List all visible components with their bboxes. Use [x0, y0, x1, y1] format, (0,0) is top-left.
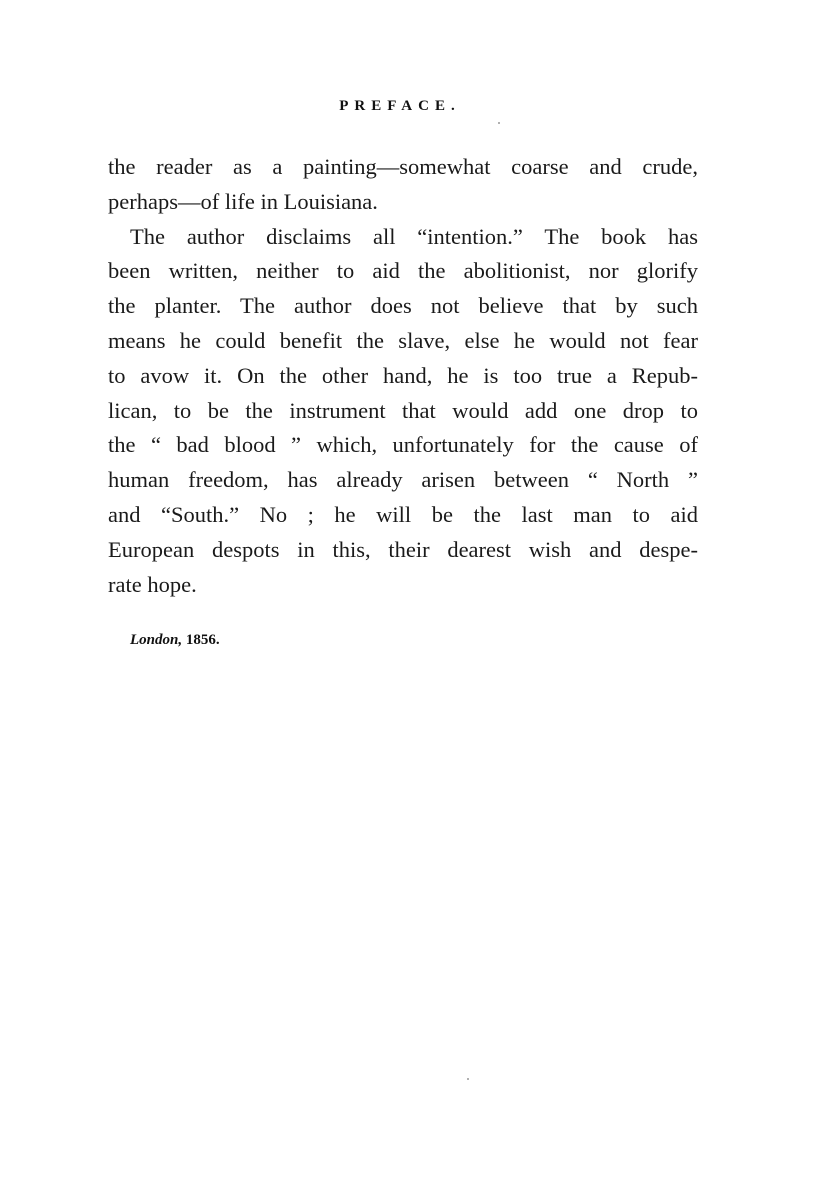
- text-line: means he could benefit the slave, else he would not fear: [108, 327, 698, 353]
- text-line: rate hope.: [108, 571, 197, 597]
- text-line: to avow it. On the other hand, he is too true a Repub-: [108, 362, 698, 388]
- paper-speck: [467, 1078, 469, 1080]
- text-line: the planter. The author does not believe that by such: [108, 293, 698, 319]
- text-line: European despots in this, their dearest wish and despe-: [108, 536, 698, 562]
- text-line: the reader as a painting—somewhat coarse and crude,: [108, 154, 698, 179]
- text-line: lican, to be the instrument that would add one drop to: [108, 397, 698, 423]
- text-line: been written, neither to aid the abolitionist, nor glorify: [108, 258, 698, 284]
- running-title: PREFACE.: [339, 98, 461, 114]
- text-line: the “ bad blood ” which, unfortunately for the cause of: [108, 432, 698, 458]
- paper-speck: [498, 122, 500, 124]
- text-line: The author disclaims all “intention.” The book has: [130, 223, 698, 249]
- signoff: [130, 632, 220, 649]
- signoff-place: London,: [130, 632, 183, 648]
- text-line: and “South.” No ; he will be the last man to aid: [108, 501, 698, 527]
- preface-text: [108, 150, 698, 602]
- text-line: human freedom, has already arisen between “ North ”: [108, 467, 698, 493]
- text-line: perhaps—of life in Louisiana.: [108, 188, 378, 214]
- signoff-year: 1856.: [185, 632, 220, 648]
